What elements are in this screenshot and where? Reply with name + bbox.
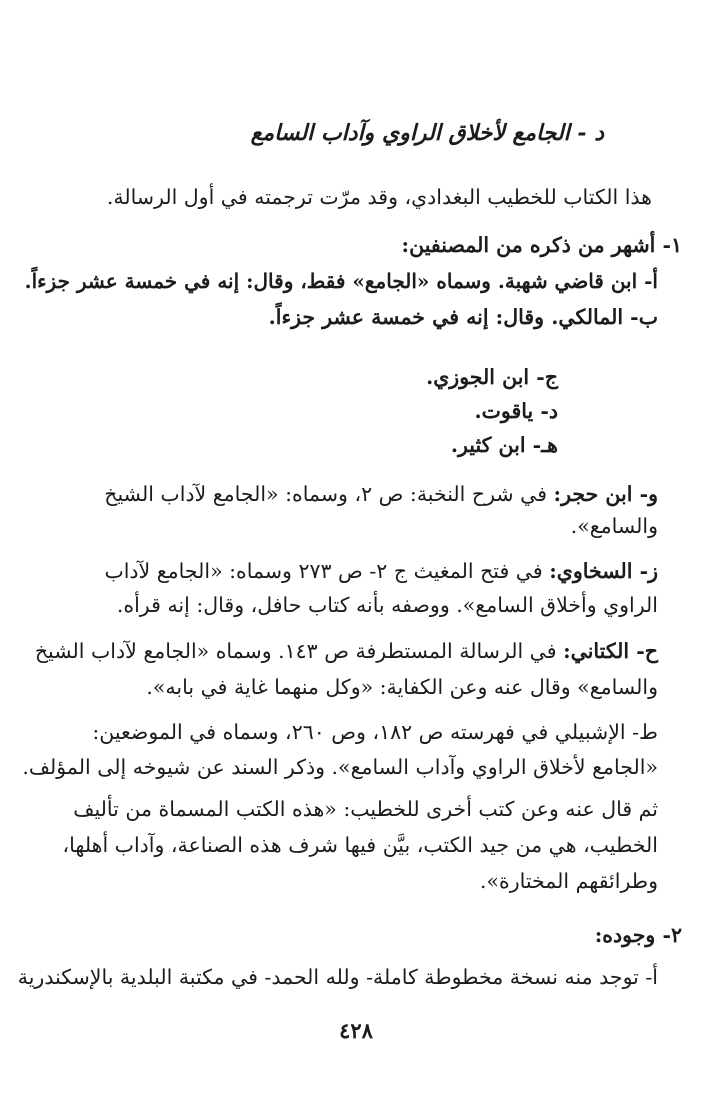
entry-ba-label: ب- المالكي. [551, 305, 658, 329]
entry-ha2-text: في الرسالة المستطرفة ص ١٤٣. وسماه «الجامع لآداب الشيخ [34, 639, 564, 663]
paragraph-line-1: ثم قال عنه وعن كتب أخرى للخطيب: «هذه الكتب المسماة من تأليف [73, 797, 658, 821]
entry-ha2-cont: والسامع» وقال عنه وعن الكفاية: «وكل منهما غاية في بابه». [146, 675, 658, 699]
entry-ha2 [35, 636, 658, 666]
entry-alif-text: وسماه «الجامع» فقط، وقال: إنه في خمسة عشر جزءاً. [24, 269, 498, 293]
entry-zay-cont: الراوي وأخلاق السامع». ووصفه بأنه كتاب حافل، وقال: إنه قرأه. [116, 593, 658, 617]
section-title: د - الجامع لأخلاق الراوي وآداب السامع [250, 120, 604, 146]
entry-zay-label: ز- السخاوي: [549, 559, 658, 583]
wujud-line-1: أ- توجد منه نسخة مخطوطة كاملة- ولله الحمد- في مكتبة البلدية بالإسكندرية [17, 965, 658, 989]
entry-ba [269, 302, 658, 332]
entry-ha: هـ- ابن كثير. [450, 433, 558, 457]
entry-ba-text: وقال: إنه في خمسة عشر جزءاً. [268, 305, 552, 329]
paragraph-line-3: وطرائقهم المختارة». [479, 869, 658, 893]
paragraph-line-2: الخطيب، هي من جيد الكتب، بيَّن فيها شرف هذه الصناعة، وآداب أهلها، [62, 833, 658, 857]
page-number: ٤٢٨ [339, 1018, 373, 1043]
section-1-heading: ١- أشهر من ذكره من المصنفين: [401, 233, 682, 257]
entry-waw-label: و- ابن حجر: [553, 482, 658, 506]
entry-zay-text: في فتح المغيث ج ٢- ص ٢٧٣ وسماه: «الجامع لآداب [104, 559, 550, 583]
entry-waw-text: في شرح النخبة: ص ٢، وسماه: «الجامع لآداب الشيخ [104, 482, 554, 506]
entry-dal: د- ياقوت. [474, 399, 558, 423]
entry-jim: ج- ابن الجوزي. [426, 365, 558, 389]
entry-alif-label: أ- ابن قاضي شهبة. [497, 269, 658, 293]
entry-ta-line-2: «الجامع لأخلاق الراوي وآداب السامع». وذكر السند عن شيوخه إلى المؤلف. [22, 755, 658, 779]
entry-waw-cont: والسامع». [570, 514, 658, 538]
entry-alif [25, 266, 658, 296]
entry-ha2-label: ح- الكتاني: [563, 639, 658, 663]
entry-zay [104, 556, 658, 586]
entry-ta-line-1: ط- الإشبيلي في فهرسته ص ١٨٢، وص ٢٦٠، وسماه في الموضعين: [92, 720, 658, 744]
entry-waw [104, 479, 658, 509]
section-2-heading: ٢- وجوده: [594, 923, 682, 947]
intro-text: هذا الكتاب للخطيب البغدادي، وقد مرّت ترجمته في أول الرسالة. [106, 185, 652, 209]
